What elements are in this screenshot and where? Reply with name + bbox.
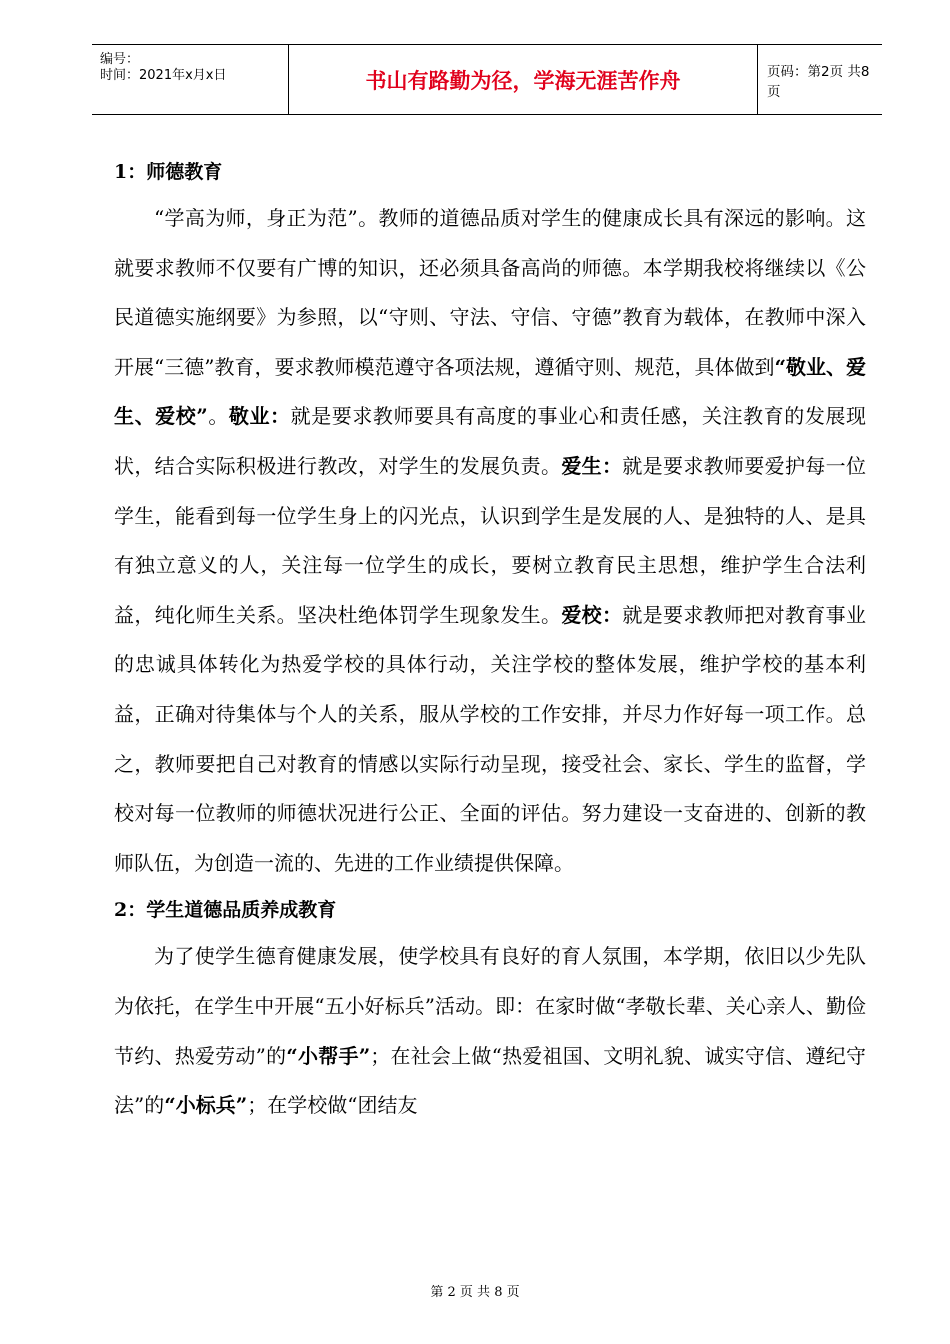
header-table bbox=[92, 44, 882, 115]
text-run: 为了使学生德育健康发展，使学校具有良好的育人氛围，本学期，依旧以少先队为依托，在学生中开展“五小好标兵”活动。即：在家时做“孝敬长辈、关心亲人、勤俭节约、热爱劳动”的 bbox=[114, 944, 866, 1068]
header-motto: 书山有路勤为径，学海无涯苦作舟 bbox=[365, 68, 681, 93]
header-meta bbox=[92, 45, 288, 114]
text-run: 。 bbox=[207, 404, 229, 429]
page-footer: 第 2 页 共 8 页 bbox=[430, 1285, 520, 1300]
paragraph-teacher-ethics bbox=[114, 194, 866, 888]
text-run: 就是要求教师要爱护每一位学生，能看到每一位学生身上的闪光点，认识到学生是发展的人、是独特的人、是具有独立意义的人，关注每一位学生的成长，要树立教育民主思想，维护学生合法利益，纯化师生关系。坚决杜绝体罚学生现象发生。 bbox=[114, 453, 867, 627]
emphasis-text: “敬业、爱生、爱校” bbox=[114, 354, 866, 429]
header-page-label: 页码：第2页 共8页 bbox=[767, 63, 870, 100]
text-run: “学高为师，身正为范”。教师的道德品质对学生的健康成长具有深远的影响。这就要求教师不仅要有广博的知识，还必须具备高尚的师德。本学期我校将继续以《公民道德实施纲要》为参照，以“守则、守法、守信、守德”教育为载体，在教师中深入开展“三德”教育，要求教师模范遵守各项法规，遵循守则、规范，具体做到 bbox=[114, 206, 866, 379]
number-label: 编号： bbox=[100, 52, 140, 67]
emphasis-text: “小标兵” bbox=[164, 1093, 248, 1118]
text-run: ；在社会上做“热爱祖国、文明礼貌、诚实守信、遵纪守法”的 bbox=[114, 1043, 866, 1118]
emphasis-text: 爱生： bbox=[561, 453, 623, 478]
document-body bbox=[114, 150, 866, 1131]
text-run: 就是要求教师把对教育事业的忠诚具体转化为热爱学校的具体行动，关注学校的整体发展，维护学校的基本利益，正确对待集体与个人的关系，服从学校的工作安排，并尽力作好每一项工作。总之，教师要把自己对教育的情感以实际行动呈现，接受社会、家长、学生的监督，学校对每一位教师的师德状况进行公正、全面的评估。努力建设一支奋进的、创新的教师队伍，为创造一流的、先进的工作业绩提供保障。 bbox=[114, 602, 867, 875]
text-run: ；在学校做“团结友 bbox=[247, 1093, 418, 1118]
section-heading-teacher-ethics: 1：师德教育 bbox=[114, 161, 223, 183]
emphasis-text: “小帮手” bbox=[286, 1043, 371, 1068]
emphasis-text: 敬业： bbox=[228, 404, 291, 429]
time-label: 时间：2021年x月x日 bbox=[100, 68, 227, 83]
section-heading-student-morality: 2：学生道德品质养成教育 bbox=[114, 899, 337, 922]
emphasis-text: 爱校： bbox=[561, 602, 623, 627]
header-divider bbox=[757, 45, 758, 114]
paragraph-student-morality bbox=[114, 932, 866, 1130]
text-run: 就是要求教师要具有高度的事业心和责任感，关注教育的发展现状，结合实际积极进行教改，对学生的发展负责。 bbox=[114, 404, 867, 478]
